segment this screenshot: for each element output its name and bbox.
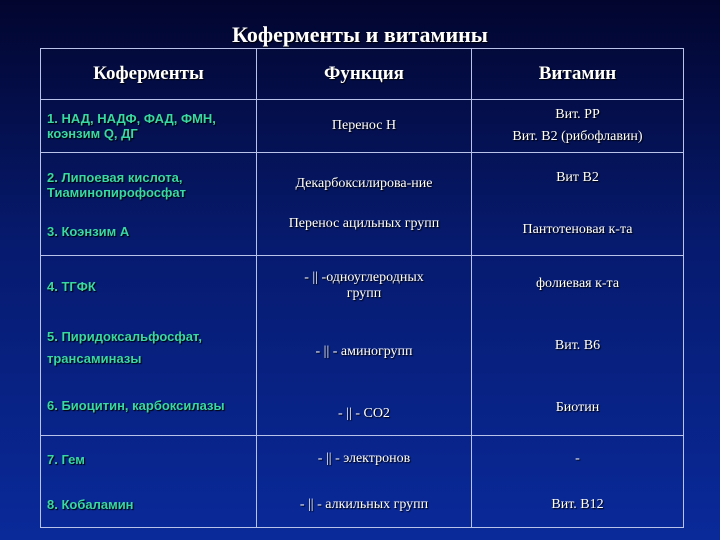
table-row [41,436,684,528]
vitamin-cell [472,100,684,153]
coenzyme-name: 1. НАД, НАДФ, ФАД, ФМН, коэнзим Q, ДГ [47,111,216,141]
function-text: - || - электронов [317,450,411,466]
function-cell [257,436,472,528]
function-text: Декарбоксилирова-ние [295,176,433,191]
header-vitamin: Витамин [472,49,684,100]
function-text: - || -одноуглеродных групп [304,269,424,301]
vitamin-text: Вит. РР [555,107,600,122]
vitamin-text: Вит. В12 [551,496,604,512]
vitamin-cell [472,153,684,256]
coenzyme-name: 5. Пиридоксальфосфат, трансаминазы [47,328,202,366]
coenzyme-name: 3. Коэнзим А [47,223,130,239]
vitamin-text: Вит. В6 [554,337,601,353]
vitamin-cell [472,256,684,436]
function-text: Перенос Н [331,118,397,133]
vitamin-text: Биотин [555,399,600,415]
vitamin-text: Вит В2 [556,170,599,185]
coenzymes-table [40,48,684,528]
function-text: Перенос ацильных групп [288,216,440,231]
function-cell [257,153,472,256]
coenzyme-name: 4. ТГФК [47,278,96,294]
vitamin-text: - [575,450,580,466]
coenzyme-cell [41,153,257,256]
coenzyme-name: 8. Кобаламин [47,496,134,512]
vitamin-cell [472,436,684,528]
coenzyme-cell [41,256,257,436]
coenzyme-name: 6. Биоцитин, карбоксилазы [47,397,225,413]
slide-title: Коферменты и витамины [232,22,488,47]
vitamin-text: фолиевая к-та [535,275,620,291]
table-header-row [41,49,684,100]
coenzyme-name: 7. Гем [47,451,85,467]
coenzyme-name: 2. Липоевая кислота, Тиаминопирофосфат [47,169,186,200]
function-cell [257,100,472,153]
table-row [41,256,684,436]
function-cell [257,256,472,436]
function-text: - || - алкильных групп [299,496,429,512]
function-text: - || - аминогрупп [315,343,413,359]
vitamin-text: Вит. В2 (рибофлавин) [512,129,643,144]
header-function: Функция [257,49,472,100]
table-row [41,153,684,256]
coenzyme-cell [41,436,257,528]
vitamin-text: Пантотеновая к-та [522,222,633,237]
table-row [41,100,684,153]
coenzyme-cell [41,100,257,153]
function-text: - || - СО2 [338,405,390,421]
header-coenzymes: Коферменты [41,49,257,100]
